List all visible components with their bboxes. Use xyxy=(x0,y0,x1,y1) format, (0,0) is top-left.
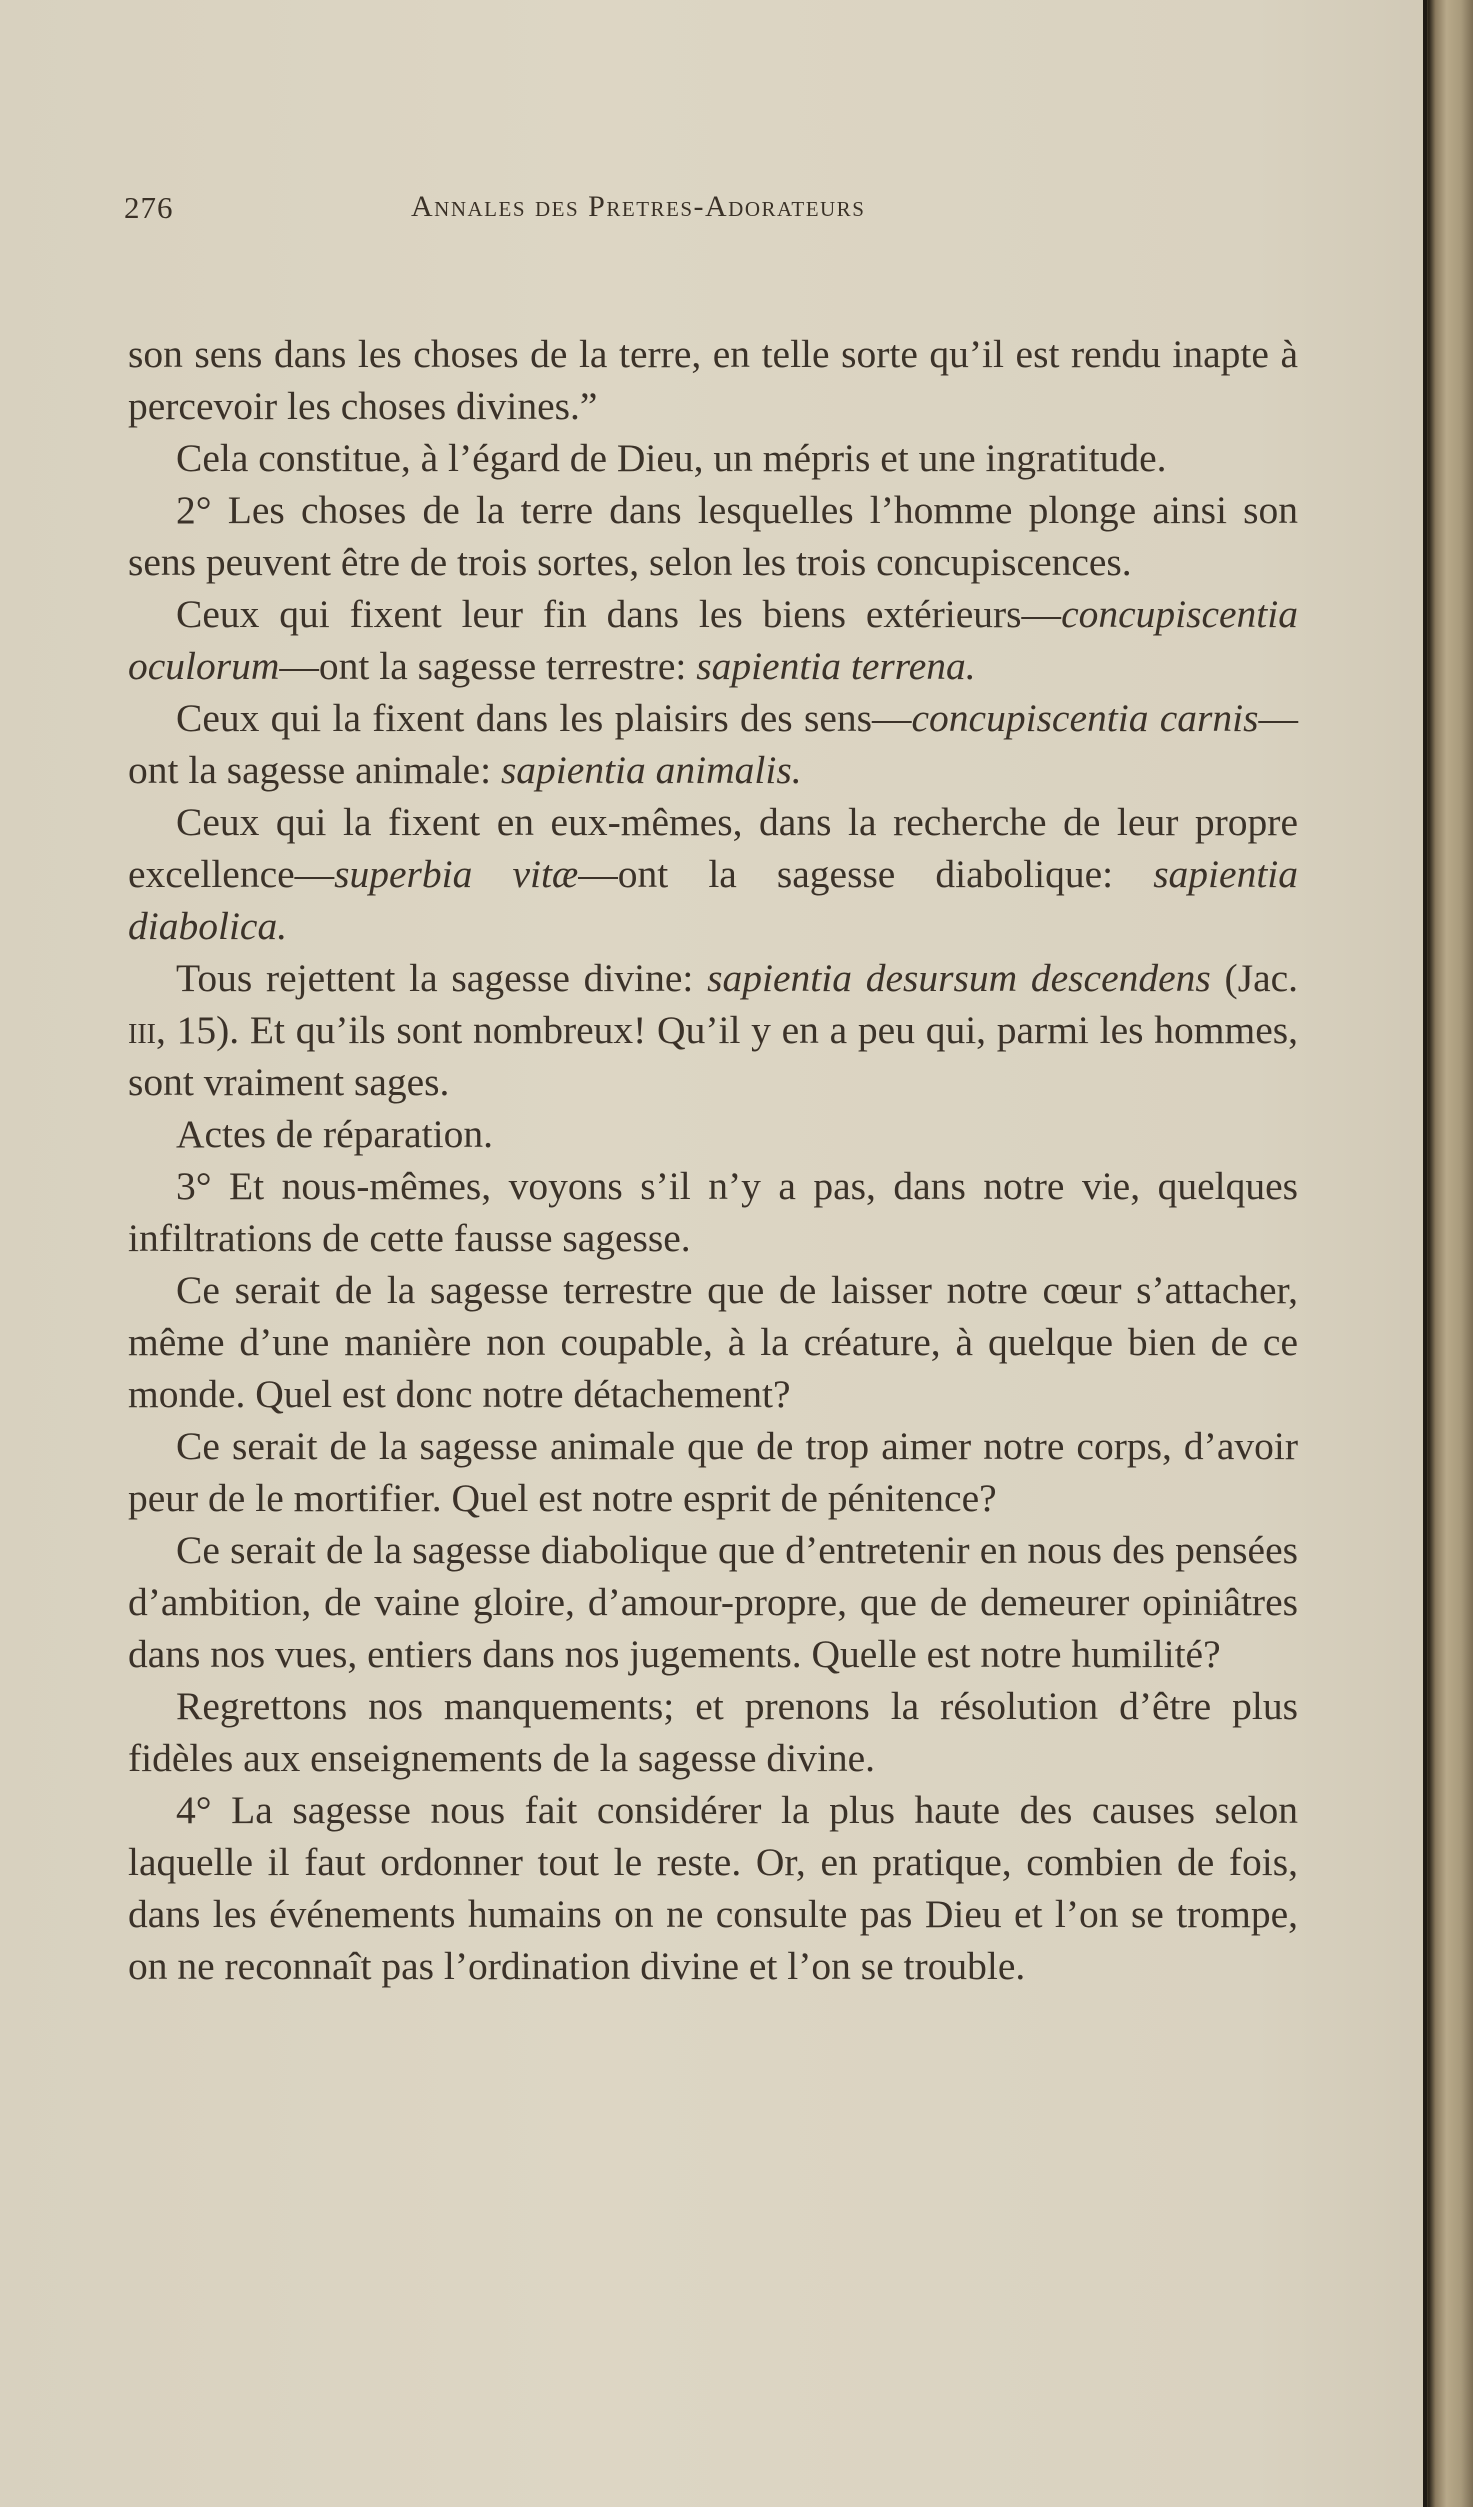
running-head: Annales des Pretres-Adorateurs xyxy=(411,190,866,223)
paragraph xyxy=(128,1264,1298,1420)
italic-phrase: sapientia terrena. xyxy=(696,644,976,688)
text-run: 2° Les choses de la terre dans lesquelles l’homme plonge ainsi son sens peuvent être de trois sortes, selon les trois concupiscences. xyxy=(128,488,1298,584)
paragraph xyxy=(128,1524,1298,1680)
italic-phrase: concupiscentia oculorum xyxy=(128,592,1298,688)
paragraph xyxy=(128,952,1298,1108)
paragraph xyxy=(128,588,1298,692)
text-run: —ont la sagesse animale: xyxy=(128,696,1298,792)
page-edge-shadow xyxy=(1423,0,1427,2507)
text-run: Ce serait de la sagesse diabolique que d’entretenir en nous des pensées d’ambition, de vaine gloire, d’amour-propre, que de demeurer opiniâtres dans nos vues, entiers dans nos jugements. Quelle est notre humilité? xyxy=(128,1528,1298,1676)
text-run: 3° Et nous-mêmes, voyons s’il n’y a pas, dans notre vie, quelques infiltrations de cette fausse sagesse. xyxy=(128,1164,1298,1260)
text-run: son sens dans les choses de la terre, en telle sorte qu’il est rendu inapte à percevoir les choses divines.” xyxy=(128,332,1298,428)
italic-phrase: sapientia animalis. xyxy=(500,748,802,792)
paragraph xyxy=(128,1784,1298,1992)
paragraph xyxy=(128,432,1298,484)
italic-phrase: sapientia desursum descendens xyxy=(707,956,1211,1000)
italic-phrase: superbia vitæ xyxy=(334,852,579,896)
small-caps-text: iii xyxy=(128,1008,156,1052)
text-run: Ceux qui fixent leur fin dans les biens extérieurs— xyxy=(176,592,1062,636)
text-run: (Jac. xyxy=(1210,956,1299,1000)
text-run: Ceux qui la fixent en eux-mêmes, dans la recherche de leur propre excellence— xyxy=(128,800,1298,896)
paragraph xyxy=(128,796,1298,952)
text-run: Ce serait de la sagesse terrestre que de laisser notre cœur s’attacher, même d’une manière non coupable, à la créature, à quelque bien de ce monde. Quel est donc notre détachement? xyxy=(128,1268,1298,1416)
page-body-text xyxy=(128,328,1298,1992)
text-run: Cela constitue, à l’égard de Dieu, un mépris et une ingratitude. xyxy=(176,436,1167,480)
page-number: 276 xyxy=(124,190,174,225)
paragraph xyxy=(128,1420,1298,1524)
page-header xyxy=(98,190,998,230)
text-run: 4° La sagesse nous fait considérer la plus haute des causes selon laquelle il faut ordonner tout le reste. Or, en pratique, combien de fois, dans les événements humains on ne consulte pas Dieu et l’on se trompe, on ne reconnaît pas l’ordination divine et l’on se trouble. xyxy=(128,1788,1298,1988)
paragraph xyxy=(128,1680,1298,1784)
paragraph xyxy=(128,692,1298,796)
italic-phrase: concupiscentia carnis xyxy=(911,696,1259,740)
text-run: —ont la sagesse diabolique: xyxy=(578,852,1154,896)
text-run: Regrettons nos manquements; et prenons la résolution d’être plus fidèles aux enseignements de la sagesse divine. xyxy=(128,1684,1298,1780)
text-run: Ceux qui la fixent dans les plaisirs des sens— xyxy=(176,696,912,740)
text-run: Actes de réparation. xyxy=(176,1112,493,1156)
italic-phrase: sapientia diabolica. xyxy=(128,852,1299,948)
text-run: , 15). Et qu’ils sont nombreux! Qu’il y en a peu qui, parmi les hommes, sont vraiment sages. xyxy=(128,1008,1298,1104)
paragraph xyxy=(128,328,1298,432)
text-run: —ont la sagesse terrestre: xyxy=(279,644,697,688)
paragraph xyxy=(128,484,1298,588)
paragraph xyxy=(128,1160,1298,1264)
text-run: Ce serait de la sagesse animale que de trop aimer notre corps, d’avoir peur de le mortifier. Quel est notre esprit de pénitence? xyxy=(128,1424,1298,1520)
book-gutter xyxy=(1425,0,1473,2507)
paragraph xyxy=(128,1108,1298,1160)
text-run: Tous rejettent la sagesse divine: xyxy=(176,956,708,1000)
